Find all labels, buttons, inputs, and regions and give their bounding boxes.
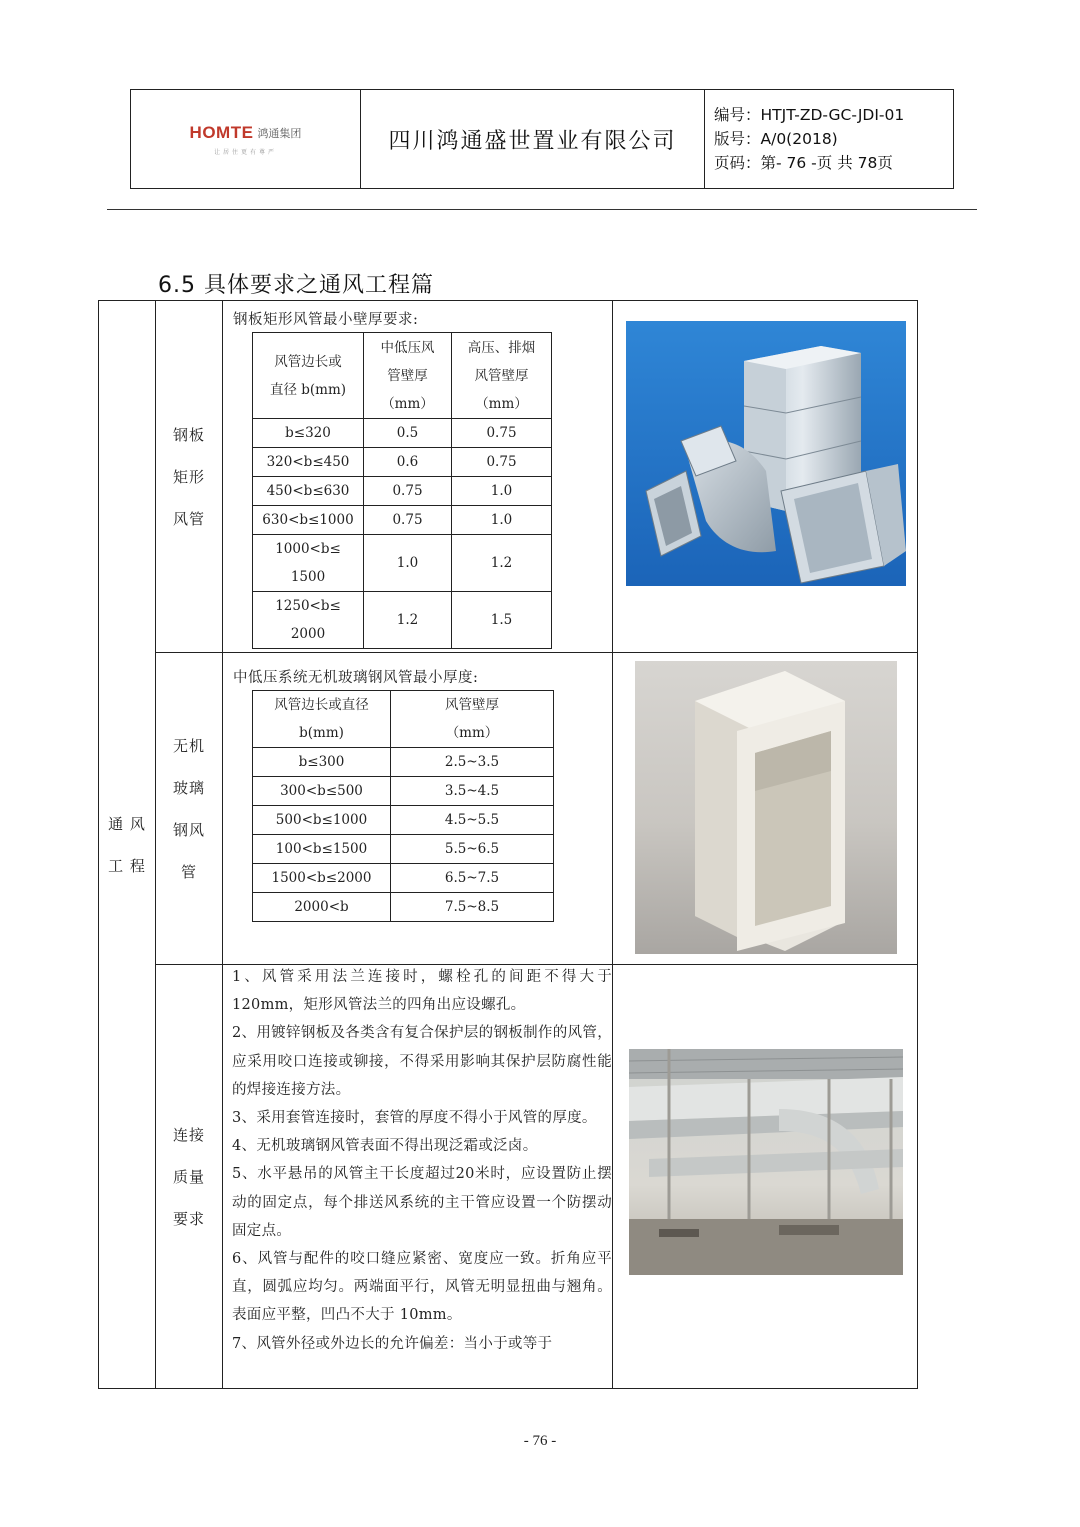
document-version: 版号：A/0(2018)	[714, 130, 838, 148]
row-divider	[155, 652, 917, 653]
connection-requirements-list	[232, 963, 612, 1358]
category-label: 通 风 工 程	[108, 814, 146, 875]
header-cell: 高压、排烟 风管壁厚 （mm）	[452, 333, 552, 419]
document-page-info: 页码：第- 76 -页 共 78页	[714, 154, 893, 172]
ventilation-spec-table	[98, 300, 918, 1389]
header-cell: 中低压风 管壁厚 （mm）	[364, 333, 452, 419]
requirement-item: 7、风管外径或外边长的允许偏差：当小于或等于	[232, 1335, 553, 1352]
requirement-item: 6、风管与配件的咬口缝应紧密、宽度应一致。折角应平直，圆弧应均匀。两端面平行，风管无明显扭曲与翘角。表面应平整，凹凸不大于 10mm。	[232, 1251, 612, 1324]
requirement-item: 1、风管采用法兰连接时，螺栓孔的间距不得大于120mm，矩形风管法兰的四角出应设螺孔。	[232, 969, 612, 1014]
frp-duct-caption: 中低压系统无机玻璃钢风管最小厚度:	[233, 670, 479, 686]
steel-duct-caption: 钢板矩形风管最小壁厚要求:	[233, 312, 419, 328]
table-header-row	[253, 333, 552, 419]
requirement-item: 4、无机玻璃钢风管表面不得出现泛霜或泛卤。	[232, 1138, 538, 1155]
requirement-item: 5、水平悬吊的风管主干长度超过20米时，应设置防止摆动的固定点，每个排送风系统的主干管应设置一个防摆动固定点。	[232, 1166, 612, 1239]
header-cell: 风管边长或直径 b(mm)	[253, 691, 391, 748]
logo	[131, 90, 361, 188]
steel-duct-photo	[626, 321, 906, 586]
table-row: b≤320 0.5 0.75	[253, 419, 552, 448]
row-label-connection-quality: 连接 质量 要求	[172, 1125, 205, 1228]
table-row: 320<b≤450 0.6 0.75	[253, 448, 552, 477]
header-cell: 风管边长或 直径 b(mm)	[253, 333, 364, 419]
row-label-frp-duct: 无机 玻璃 钢风 管	[172, 736, 205, 881]
table-row: 100<b≤1500 5.5~6.5	[253, 835, 554, 864]
column-divider	[222, 301, 223, 1388]
table-row: 1000<b≤ 1500 1.0 1.2	[253, 535, 552, 592]
requirement-item: 3、采用套管连接时，套管的厚度不得小于风管的厚度。	[232, 1110, 597, 1127]
installed-duct-photo	[629, 1049, 903, 1275]
document-meta	[705, 90, 953, 188]
table-row: 450<b≤630 0.75 1.0	[253, 477, 552, 506]
table-row: b≤300 2.5~3.5	[253, 748, 554, 777]
logo-chinese-name: 鸿通集团	[257, 126, 302, 140]
company-name: 四川鸿通盛世置业有限公司	[361, 90, 705, 188]
table-row: 1500<b≤2000 6.5~7.5	[253, 864, 554, 893]
document-header	[130, 89, 954, 189]
section-title: 6.5 具体要求之通风工程篇	[158, 273, 434, 298]
requirement-item: 2、用镀锌钢板及各类含有复合保护层的钢板制作的风管，应采用咬口连接或铆接，不得采用影响其保护层防腐性能的焊接连接方法。	[232, 1025, 612, 1098]
table-row: 500<b≤1000 4.5~5.5	[253, 806, 554, 835]
header-cell: 风管壁厚 （mm）	[391, 691, 554, 748]
table-row: 630<b≤1000 0.75 1.0	[253, 506, 552, 535]
table-row: 300<b≤500 3.5~4.5	[253, 777, 554, 806]
frp-duct-thickness-table	[252, 690, 554, 922]
table-header-row	[253, 691, 554, 748]
header-divider	[107, 209, 977, 210]
table-row: 1250<b≤ 2000 1.2 1.5	[253, 592, 552, 649]
logo-slogan: 让居住更有尊严	[213, 148, 277, 156]
page-number: - 76 -	[523, 1433, 557, 1449]
logo-brand: HOMTE	[189, 122, 254, 142]
row-label-steel-duct: 钢板 矩形 风管	[172, 425, 205, 528]
steel-duct-thickness-table	[252, 332, 552, 649]
table-row: 2000<b 7.5~8.5	[253, 893, 554, 922]
column-divider	[612, 301, 613, 1388]
document-code: 编号：HTJT-ZD-GC-JDⅠ-01	[714, 106, 905, 124]
frp-duct-photo	[635, 661, 897, 954]
